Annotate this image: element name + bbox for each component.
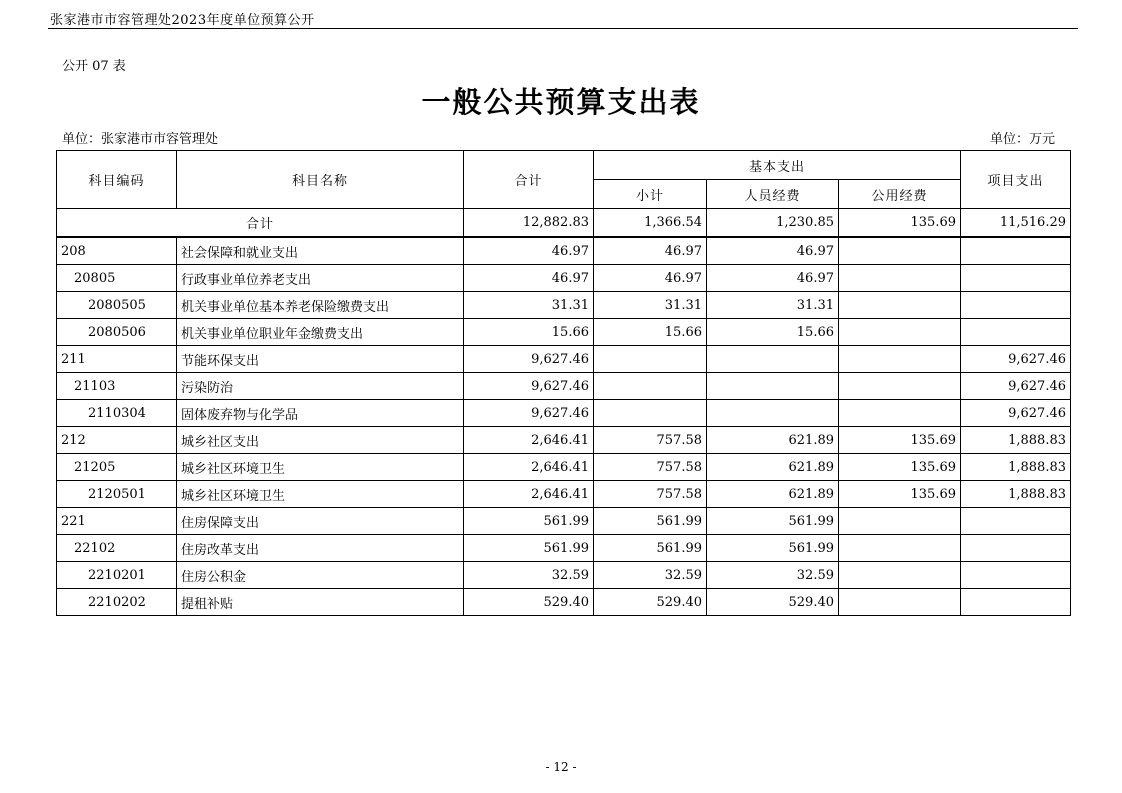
cell-total: 2,646.41 xyxy=(464,481,594,508)
cell-name: 节能环保支出 xyxy=(177,346,464,373)
cell-subtotal xyxy=(594,373,707,400)
cell-project xyxy=(961,319,1071,346)
table-row xyxy=(57,589,1071,616)
cell-total: 9,627.46 xyxy=(464,373,594,400)
cell-public xyxy=(839,237,961,265)
cell-code: 208 xyxy=(57,237,177,265)
cell-public xyxy=(839,292,961,319)
cell-name: 住房保障支出 xyxy=(177,508,464,535)
cell-project: 1,888.83 xyxy=(961,454,1071,481)
cell-personnel: 561.99 xyxy=(707,535,839,562)
cell-total: 46.97 xyxy=(464,265,594,292)
header-project: 项目支出 xyxy=(961,151,1071,209)
table-row xyxy=(57,454,1071,481)
page-title: 一般公共预算支出表 xyxy=(421,85,701,119)
cell-name: 城乡社区环境卫生 xyxy=(177,454,464,481)
cell-personnel xyxy=(707,373,839,400)
cell-subtotal: 15.66 xyxy=(594,319,707,346)
table-row xyxy=(57,265,1071,292)
cell-name: 城乡社区环境卫生 xyxy=(177,481,464,508)
cell-total: 32.59 xyxy=(464,562,594,589)
table-row xyxy=(57,508,1071,535)
cell-public xyxy=(839,589,961,616)
cell-name: 机关事业单位基本养老保险缴费支出 xyxy=(177,292,464,319)
cell-personnel xyxy=(707,400,839,427)
cell-code: 2080506 xyxy=(57,319,177,346)
cell-personnel: 31.31 xyxy=(707,292,839,319)
cell-project xyxy=(961,535,1071,562)
cell-name: 城乡社区支出 xyxy=(177,427,464,454)
table-row xyxy=(57,346,1071,373)
cell-code: 20805 xyxy=(57,265,177,292)
table-row xyxy=(57,373,1071,400)
cell-personnel: 621.89 xyxy=(707,427,839,454)
cell-subtotal: 757.58 xyxy=(594,427,707,454)
cell-subtotal xyxy=(594,346,707,373)
cell-public xyxy=(839,346,961,373)
cell-project xyxy=(961,562,1071,589)
unit-currency: 单位：万元 xyxy=(990,132,1056,147)
header-public: 公用经费 xyxy=(839,180,961,209)
cell-total: 2,646.41 xyxy=(464,454,594,481)
cell-total: 15.66 xyxy=(464,319,594,346)
cell-personnel: 621.89 xyxy=(707,481,839,508)
total-project: 11,516.29 xyxy=(961,209,1071,238)
cell-public: 135.69 xyxy=(839,454,961,481)
cell-name: 住房改革支出 xyxy=(177,535,464,562)
total-total: 12,882.83 xyxy=(464,209,594,238)
cell-public xyxy=(839,373,961,400)
cell-personnel: 621.89 xyxy=(707,454,839,481)
cell-personnel: 32.59 xyxy=(707,562,839,589)
cell-subtotal: 46.97 xyxy=(594,265,707,292)
cell-total: 561.99 xyxy=(464,535,594,562)
cell-code: 22102 xyxy=(57,535,177,562)
cell-personnel: 46.97 xyxy=(707,237,839,265)
cell-total: 561.99 xyxy=(464,508,594,535)
document-header: 张家港市市容管理处2023年度单位预算公开 xyxy=(50,13,315,28)
cell-project xyxy=(961,237,1071,265)
cell-code: 211 xyxy=(57,346,177,373)
cell-name: 污染防治 xyxy=(177,373,464,400)
cell-project: 1,888.83 xyxy=(961,427,1071,454)
cell-total: 9,627.46 xyxy=(464,400,594,427)
cell-name: 固体废弃物与化学品 xyxy=(177,400,464,427)
header-row-1 xyxy=(57,151,1071,180)
cell-total: 2,646.41 xyxy=(464,427,594,454)
header-basic: 基本支出 xyxy=(594,151,961,180)
cell-project xyxy=(961,265,1071,292)
cell-personnel: 529.40 xyxy=(707,589,839,616)
cell-subtotal: 32.59 xyxy=(594,562,707,589)
cell-public xyxy=(839,508,961,535)
cell-public xyxy=(839,319,961,346)
cell-code: 21205 xyxy=(57,454,177,481)
cell-personnel: 561.99 xyxy=(707,508,839,535)
cell-project xyxy=(961,508,1071,535)
cell-public xyxy=(839,400,961,427)
cell-code: 2210202 xyxy=(57,589,177,616)
cell-public: 135.69 xyxy=(839,481,961,508)
cell-subtotal: 757.58 xyxy=(594,454,707,481)
total-public: 135.69 xyxy=(839,209,961,238)
budget-table xyxy=(56,150,1071,616)
cell-public xyxy=(839,265,961,292)
cell-name: 社会保障和就业支出 xyxy=(177,237,464,265)
header-name: 科目名称 xyxy=(177,151,464,209)
cell-total: 529.40 xyxy=(464,589,594,616)
cell-subtotal: 31.31 xyxy=(594,292,707,319)
header-personnel: 人员经费 xyxy=(707,180,839,209)
table-row xyxy=(57,400,1071,427)
table-row xyxy=(57,292,1071,319)
cell-project xyxy=(961,292,1071,319)
cell-name: 提租补贴 xyxy=(177,589,464,616)
table-row xyxy=(57,237,1071,265)
cell-total: 31.31 xyxy=(464,292,594,319)
table-row xyxy=(57,535,1071,562)
cell-subtotal: 46.97 xyxy=(594,237,707,265)
cell-code: 2120501 xyxy=(57,481,177,508)
cell-project: 9,627.46 xyxy=(961,400,1071,427)
header-code: 科目编码 xyxy=(57,151,177,209)
cell-public xyxy=(839,535,961,562)
cell-name: 住房公积金 xyxy=(177,562,464,589)
table-row xyxy=(57,427,1071,454)
cell-subtotal: 561.99 xyxy=(594,535,707,562)
total-row xyxy=(57,209,1071,238)
cell-code: 2080505 xyxy=(57,292,177,319)
cell-name: 机关事业单位职业年金缴费支出 xyxy=(177,319,464,346)
table-row xyxy=(57,481,1071,508)
form-code: 公开 07 表 xyxy=(62,59,126,74)
cell-code: 221 xyxy=(57,508,177,535)
cell-code: 21103 xyxy=(57,373,177,400)
cell-personnel: 46.97 xyxy=(707,265,839,292)
cell-code: 2110304 xyxy=(57,400,177,427)
cell-subtotal: 529.40 xyxy=(594,589,707,616)
cell-total: 46.97 xyxy=(464,237,594,265)
cell-project: 9,627.46 xyxy=(961,346,1071,373)
header-total: 合计 xyxy=(464,151,594,209)
cell-public xyxy=(839,562,961,589)
cell-public: 135.69 xyxy=(839,427,961,454)
cell-code: 2210201 xyxy=(57,562,177,589)
cell-subtotal: 757.58 xyxy=(594,481,707,508)
table-row xyxy=(57,562,1071,589)
page-number: - 12 - xyxy=(545,760,577,774)
cell-total: 9,627.46 xyxy=(464,346,594,373)
cell-project: 1,888.83 xyxy=(961,481,1071,508)
total-subtotal: 1,366.54 xyxy=(594,209,707,238)
cell-personnel xyxy=(707,346,839,373)
cell-project: 9,627.46 xyxy=(961,373,1071,400)
header-rule xyxy=(48,28,1078,29)
cell-subtotal xyxy=(594,400,707,427)
table-row xyxy=(57,319,1071,346)
total-personnel: 1,230.85 xyxy=(707,209,839,238)
cell-personnel: 15.66 xyxy=(707,319,839,346)
cell-project xyxy=(961,589,1071,616)
total-label: 合计 xyxy=(57,209,464,238)
cell-code: 212 xyxy=(57,427,177,454)
cell-name: 行政事业单位养老支出 xyxy=(177,265,464,292)
header-subtotal: 小计 xyxy=(594,180,707,209)
unit-organization: 单位：张家港市市容管理处 xyxy=(62,132,219,147)
cell-subtotal: 561.99 xyxy=(594,508,707,535)
